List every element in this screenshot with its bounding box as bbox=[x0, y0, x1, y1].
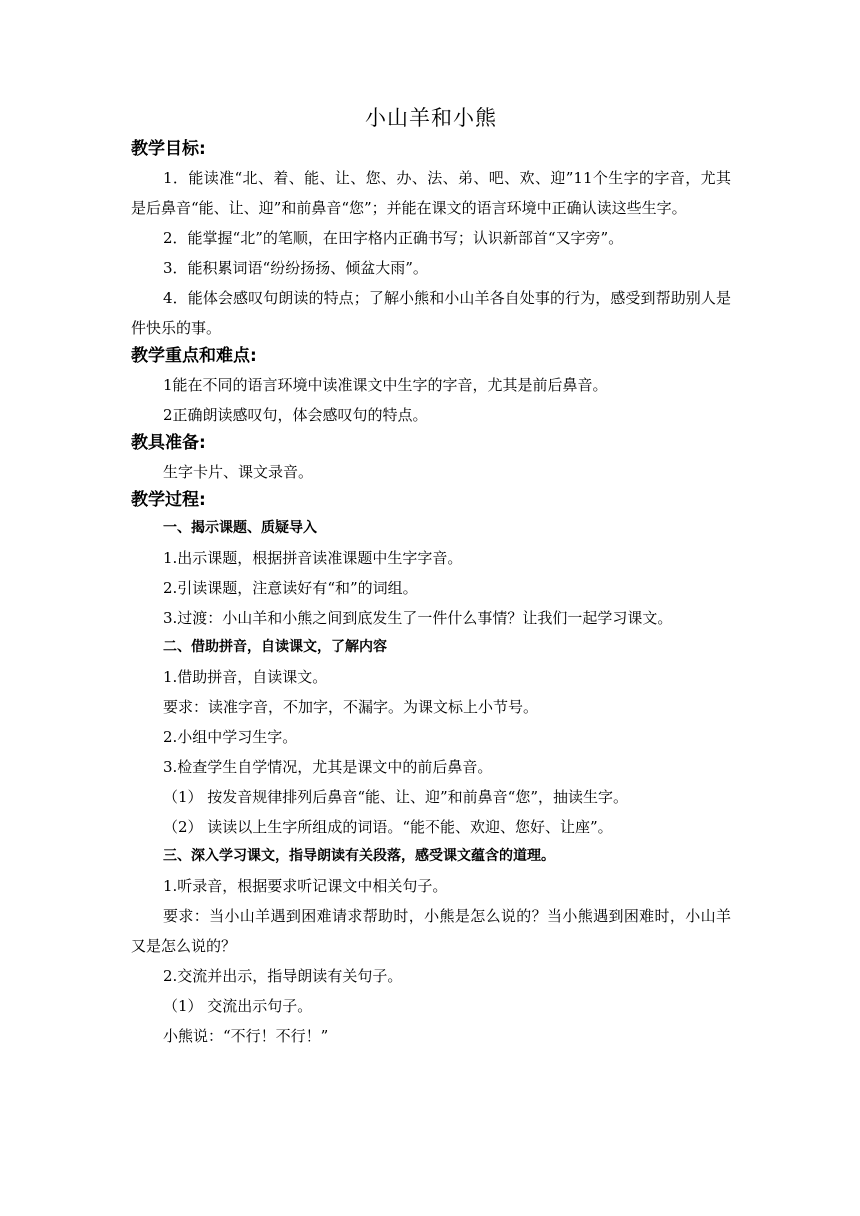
objective-item-1: 1．能读准“北、着、能、让、您、办、法、弟、吧、欢、迎”11个生字的字音，尤其是后鼻音“能、让、迎”和前鼻音“您”；并能在课文的语言环境中正确认读这些生字。 bbox=[131, 169, 731, 217]
process-heading: 教学过程: bbox=[131, 490, 206, 510]
objective-item-4: 4．能体会感叹句朗读的特点；了解小熊和小山羊各自处事的行为，感受到帮助别人是件快乐的事。 bbox=[131, 289, 731, 337]
part1-item-3: 3.过渡：小山羊和小熊之间到底发生了一件什么事情？让我们一起学习课文。 bbox=[163, 609, 673, 627]
key-point-item-2: 2正确朗读感叹句，体会感叹句的特点。 bbox=[163, 406, 428, 424]
part1-item-2: 2.引读课题，注意读好有“和”的词组。 bbox=[163, 579, 418, 597]
objective-item-3: 3．能积累词语“纷纷扬扬、倾盆大雨”。 bbox=[163, 259, 428, 277]
part2-item-3: 2.小组中学习生字。 bbox=[163, 728, 298, 746]
part3-item-1: 1.听录音，根据要求听记课文中相关句子。 bbox=[163, 877, 448, 895]
part2-item-5: （1） 按发音规律排列后鼻音“能、让、迎”和前鼻音“您”，抽读生字。 bbox=[163, 788, 628, 806]
part2-item-2: 要求：读准字音，不加字，不漏字。为课文标上小节号。 bbox=[163, 698, 539, 716]
process-part1-title: 一、揭示课题、质疑导入 bbox=[163, 520, 317, 536]
part1-item-1: 1.出示课题，根据拼音读准课题中生字字音。 bbox=[163, 549, 463, 567]
part3-item-5: 小熊说：“不行！不行！” bbox=[163, 1027, 329, 1045]
part2-item-6: （2） 读读以上生字所组成的词语。“能不能、欢迎、您好、让座”。 bbox=[163, 818, 613, 836]
document-title: 小山羊和小熊 bbox=[365, 106, 497, 130]
materials-heading: 教具准备: bbox=[131, 433, 206, 453]
key-points-heading: 教学重点和难点: bbox=[131, 346, 257, 366]
document-body bbox=[131, 100, 731, 1051]
process-part2-title: 二、借助拼音，自读课文，了解内容 bbox=[163, 639, 387, 655]
part2-item-4: 3.检查学生自学情况，尤其是课文中的前后鼻音。 bbox=[163, 758, 493, 776]
key-point-item-1: 1能在不同的语言环境中读准课文中生字的字音，尤其是前后鼻音。 bbox=[163, 376, 608, 394]
part3-item-3: 2.交流并出示，指导朗读有关句子。 bbox=[163, 967, 403, 985]
part2-item-1: 1.借助拼音，自读课文。 bbox=[163, 668, 328, 686]
part3-item-2: 要求：当小山羊遇到困难请求帮助时，小熊是怎么说的？当小熊遇到困难时，小山羊又是怎么说的？ bbox=[131, 907, 731, 955]
materials-item-1: 生字卡片、课文录音。 bbox=[163, 463, 314, 481]
part3-item-4: （1） 交流出示句子。 bbox=[163, 997, 313, 1015]
objectives-heading: 教学目标: bbox=[131, 139, 206, 159]
process-part3-title: 三、深入学习课文，指导朗读有关段落，感受课文蕴含的道理。 bbox=[163, 848, 555, 864]
objective-item-2: 2．能掌握“北”的笔顺，在田字格内正确书写；认识新部首“又字旁”。 bbox=[163, 229, 624, 247]
